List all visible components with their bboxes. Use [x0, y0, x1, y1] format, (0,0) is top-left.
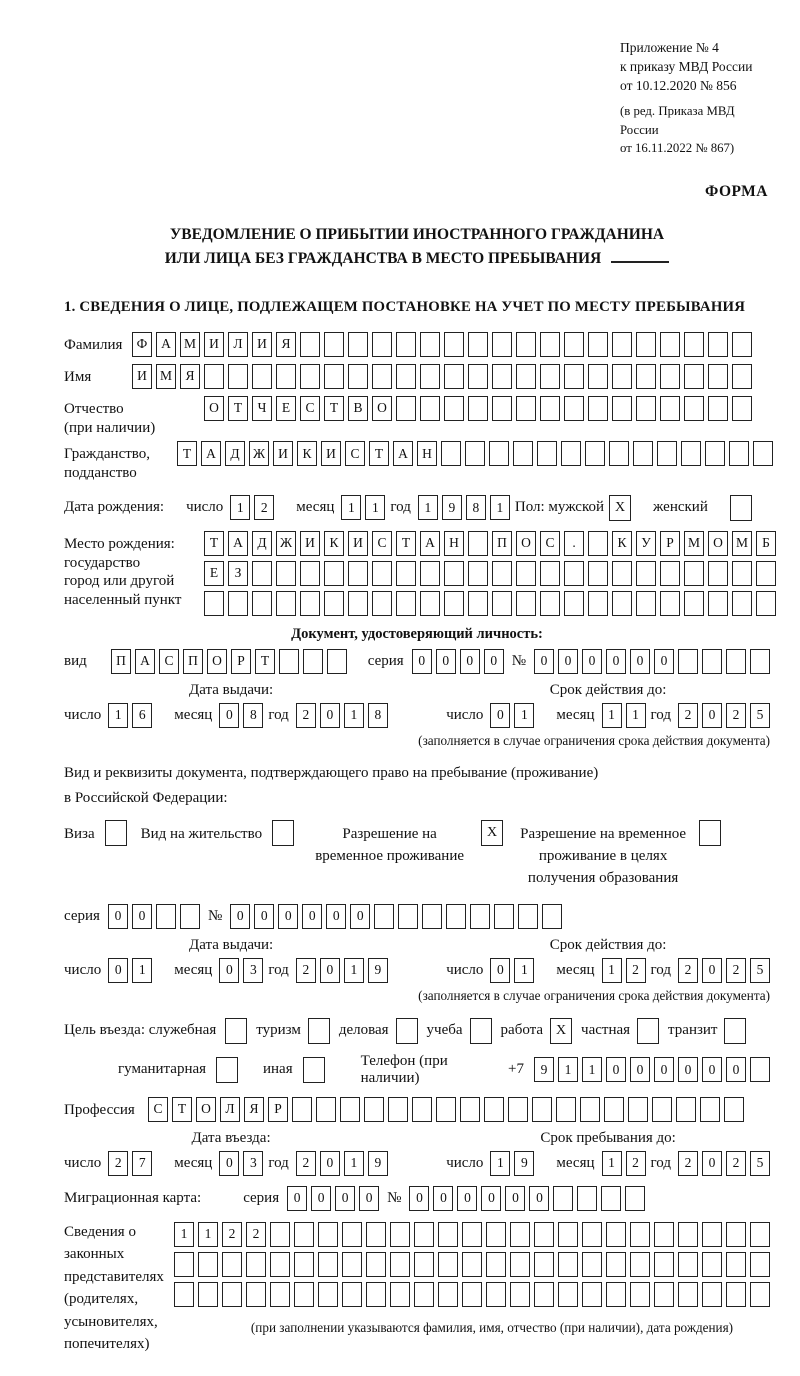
residence-valid-month-input[interactable]: 1 2 [602, 958, 646, 983]
doc-kind-label: вид [64, 652, 87, 669]
residence-valid-year-input[interactable]: 2 0 2 5 [678, 958, 770, 983]
migration-series-input[interactable]: 0 0 0 0 [287, 1186, 379, 1211]
name-input[interactable]: И М Я [132, 364, 752, 389]
edition-line: от 16.11.2022 № 867) [620, 140, 735, 155]
purpose-work-checkbox[interactable]: X [550, 1018, 572, 1044]
temporary-residence-label: Разрешение на временное проживание [315, 826, 465, 865]
stay-until-title: Срок пребывания до: [540, 1129, 676, 1146]
residence-number-input[interactable]: 0 0 0 0 0 0 [230, 904, 562, 929]
entry-day-input[interactable]: 2 7 [108, 1151, 152, 1176]
doc-kind-input[interactable]: П А С П О Р Т [111, 649, 347, 674]
purpose-study-checkbox[interactable] [470, 1018, 492, 1044]
gender-male-label: Пол: мужской [514, 499, 605, 516]
phone-label: Телефон (при наличии) [360, 1052, 448, 1086]
migration-number-input[interactable]: 0 0 0 0 0 0 [409, 1186, 645, 1211]
purpose-study: учеба [427, 1018, 492, 1044]
option-residence-permit [141, 820, 294, 846]
doc-number-input[interactable]: 0 0 0 0 0 0 [534, 649, 770, 674]
purpose-tourism-checkbox[interactable] [308, 1018, 330, 1044]
entry-month-input[interactable]: 0 3 [219, 1151, 263, 1176]
option-visa [64, 820, 127, 846]
purpose-humanitarian-checkbox[interactable] [216, 1057, 238, 1083]
stay-year-input[interactable]: 2 0 2 5 [678, 1151, 770, 1176]
birth-day-input[interactable]: 1 2 [230, 495, 274, 520]
entry-date-title: Дата въезда: [191, 1129, 271, 1146]
purpose-transit-checkbox[interactable] [724, 1018, 746, 1044]
birth-place-row1-input[interactable]: Т А Д Ж И К И С Т А Н П О С . К У Р М О М Б [204, 531, 776, 556]
temporary-residence-education-label: Разрешение на временное проживание в целях получения образования [520, 826, 687, 886]
representatives-row1-input[interactable]: 1 1 2 2 [174, 1222, 770, 1247]
purpose-business: деловая [339, 1018, 418, 1044]
title-underline [611, 249, 669, 263]
field-citizenship [64, 441, 770, 483]
appendix-block [620, 38, 770, 95]
name-label: Имя [64, 368, 92, 385]
field-profession [64, 1097, 770, 1122]
representatives-block [64, 1219, 770, 1356]
gender-male-checkbox[interactable]: X [609, 495, 631, 521]
appendix-line: Приложение № 4 [620, 40, 719, 55]
purpose-transit: транзит [668, 1018, 746, 1044]
doc-number-label: № [511, 652, 526, 669]
title-line1: УВЕДОМЛЕНИЕ О ПРИБЫТИИ ИНОСТРАННОГО ГРАЖДАНИНА [169, 225, 665, 243]
doc-issue-year-input[interactable]: 2 0 1 8 [296, 703, 388, 728]
purpose-other-checkbox[interactable] [303, 1057, 325, 1083]
identity-doc-dates: Дата выдачи: число 1 6 месяц 0 8 год 2 0 1 8 Срок действия до: число 0 1 месяц 1 1 год 2 0 2 5 [64, 682, 770, 728]
field-name [64, 364, 770, 389]
profession-label: Профессия [64, 1101, 135, 1118]
doc-issue-month-input[interactable]: 0 8 [219, 703, 263, 728]
stay-month-input[interactable]: 1 2 [602, 1151, 646, 1176]
residence-issue-year-input[interactable]: 2 0 1 9 [296, 958, 388, 983]
entry-year-input[interactable]: 2 0 1 9 [296, 1151, 388, 1176]
residence-doc-dates: Дата выдачи: число 0 1 месяц 0 3 год 2 0 1 9 Срок действия до: число 0 1 месяц 1 2 год 2 0 2 5 [64, 937, 770, 983]
appendix-line: к приказу МВД России [620, 59, 753, 75]
birth-place-row3-input[interactable] [204, 591, 776, 616]
migration-card-label: Миграционная карта: [64, 1189, 202, 1206]
purpose-official-checkbox[interactable] [225, 1018, 247, 1044]
visit-purpose-row2: гуманитарная иная Телефон (при наличии) +7 9 1 1 0 0 0 0 0 0 [118, 1053, 770, 1087]
entry-dates: Дата въезда: число 2 7 месяц 0 3 год 2 0 1 9 Срок пребывания до: число 1 9 месяц 1 2 год 2 0 2 5 [64, 1130, 770, 1176]
phone-prefix: +7 [508, 1061, 524, 1078]
residence-valid-day-input[interactable]: 0 1 [490, 958, 534, 983]
residence-permit-label: Вид на жительство [140, 826, 263, 843]
patronymic-input[interactable]: О Т Ч Е С Т В О [204, 396, 752, 421]
option-temporary-residence [308, 820, 503, 868]
profession-input[interactable]: С Т О Л Я Р [148, 1097, 744, 1122]
field-birth-place [64, 531, 770, 616]
validity-note: (заполняется в случае ограничения срока действия документа) [418, 732, 770, 748]
birth-place-label: Место рождения: государство город или другой населенный пункт [64, 535, 182, 609]
doc-series-label: серия [367, 652, 404, 669]
birth-year-input[interactable]: 1 9 8 1 [418, 495, 510, 520]
representatives-label: Сведения о законных представителях (родителях, усыновителях, попечителях) [64, 1223, 164, 1353]
purpose-private-checkbox[interactable] [637, 1018, 659, 1044]
visa-label: Виза [64, 826, 95, 843]
option-temporary-residence-education [517, 820, 721, 889]
purpose-private: частная [581, 1018, 659, 1044]
identity-doc-row [64, 649, 770, 674]
surname-input[interactable]: Ф А М И Л И Я [132, 332, 752, 357]
representatives-note: (при заполнении указываются фамилия, имя, отчество (при наличии), дата рождения) [250, 1319, 734, 1335]
field-birth-date [64, 495, 770, 521]
temporary-residence-education-checkbox[interactable] [699, 820, 721, 846]
patronymic-label: Отчество (при наличии) [64, 400, 156, 436]
doc-issue-day-input[interactable]: 1 6 [108, 703, 152, 728]
stay-day-input[interactable]: 1 9 [490, 1151, 534, 1176]
purpose-tourism: туризм [256, 1018, 330, 1044]
gender-female-checkbox[interactable] [730, 495, 752, 521]
issue-date-title: Дата выдачи: [188, 681, 274, 698]
doc-valid-year-input[interactable]: 2 0 2 5 [678, 703, 770, 728]
citizenship-input[interactable]: Т А Д Ж И К И С Т А Н [177, 441, 773, 466]
doc-series-input[interactable]: 0 0 0 0 [412, 649, 504, 674]
representatives-row2-input[interactable] [174, 1252, 770, 1277]
migration-card-row: Миграционная карта: серия 0 0 0 0 № 0 0 0 0 0 0 [64, 1186, 770, 1211]
validity-note-2: (заполняется в случае ограничения срока действия документа) [418, 987, 770, 1003]
identity-doc-title: Документ, удостоверяющий личность: [291, 625, 543, 642]
residence-permit-checkbox[interactable] [272, 820, 294, 846]
surname-label: Фамилия [64, 336, 123, 353]
residence-series-input[interactable]: 0 0 [108, 904, 200, 929]
purpose-business-checkbox[interactable] [396, 1018, 418, 1044]
year-label: год [390, 499, 411, 516]
edition-block [620, 102, 770, 156]
field-surname [64, 332, 770, 357]
purpose-work: работа X [501, 1018, 573, 1044]
citizenship-label: Гражданство, подданство [64, 446, 151, 482]
phone-input[interactable]: 9 1 1 0 0 0 0 0 0 [534, 1057, 770, 1082]
residence-doc-options [64, 820, 770, 889]
birth-month-input[interactable]: 1 1 [341, 495, 385, 520]
representatives-row3-input[interactable] [174, 1282, 770, 1307]
residence-doc-intro: Вид и реквизиты документа, подтверждающего право на пребывание (проживание) в Российской Федерации: [64, 764, 599, 806]
form-label: ФОРМА [704, 182, 768, 200]
doc-valid-day-input[interactable]: 0 1 [490, 703, 534, 728]
page-title [64, 223, 770, 271]
residence-issue-day-input[interactable]: 0 1 [108, 958, 152, 983]
valid-until-title: Срок действия до: [549, 681, 667, 698]
field-patronymic [64, 396, 770, 438]
residence-doc-series-row: серия 0 0 № 0 0 0 0 0 0 [64, 904, 770, 929]
title-line2: ИЛИ ЛИЦА БЕЗ ГРАЖДАНСТВА В МЕСТО ПРЕБЫВАНИЯ [64, 247, 770, 271]
edition-line: (в ред. Приказа МВД России [620, 104, 735, 137]
doc-valid-month-input[interactable]: 1 1 [602, 703, 646, 728]
birth-date-label: Дата рождения: [64, 499, 165, 516]
month-label: месяц [296, 499, 335, 516]
visit-purpose-label: Цель въезда: служебная [64, 1022, 217, 1039]
appendix-line: от 10.12.2020 № 856 [620, 78, 737, 94]
visa-checkbox[interactable] [105, 820, 127, 846]
day-label: число [186, 499, 224, 516]
gender-female-label: женский [653, 499, 708, 516]
birth-place-row2-input[interactable]: Е З [204, 561, 776, 586]
residence-issue-month-input[interactable]: 0 3 [219, 958, 263, 983]
section1-heading: 1. СВЕДЕНИЯ О ЛИЦЕ, ПОДЛЕЖАЩЕМ ПОСТАНОВКЕ НА УЧЕТ ПО МЕСТУ ПРЕБЫВАНИЯ [64, 298, 746, 315]
visit-purpose-row1 [64, 1018, 770, 1044]
temporary-residence-checkbox[interactable]: X [481, 820, 503, 846]
